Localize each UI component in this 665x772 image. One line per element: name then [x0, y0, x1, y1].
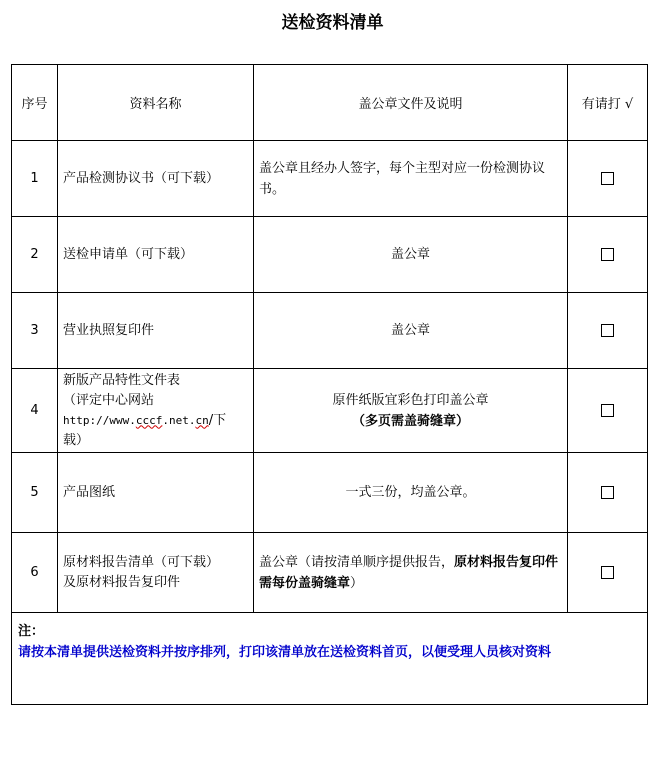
row-name: 送检申请单（可下载）	[58, 217, 254, 293]
row-desc: 一式三份，均盖公章。	[254, 453, 568, 533]
url-part: cccf	[135, 413, 163, 427]
row-num: 5	[12, 453, 58, 533]
header-name: 资料名称	[58, 65, 254, 141]
row-num: 3	[12, 293, 58, 369]
row-check-cell	[568, 533, 648, 613]
note-row	[12, 613, 648, 705]
checkbox[interactable]	[601, 404, 614, 417]
table-row	[12, 293, 648, 369]
url-part: cn	[195, 413, 209, 427]
row-num: 1	[12, 141, 58, 217]
header-check: 有请打 √	[568, 65, 648, 141]
row-name-line: （评定中心网站	[63, 392, 155, 408]
header-num: 序号	[12, 65, 58, 141]
url-part: http://www.	[63, 413, 136, 427]
table-row	[12, 453, 648, 533]
row-desc	[254, 369, 568, 453]
row-desc-line: （多页需盖骑缝章）	[351, 413, 469, 429]
checkbox[interactable]	[601, 248, 614, 261]
table-row	[12, 369, 648, 453]
checklist-table	[11, 64, 648, 705]
header-desc: 盖公章文件及说明	[254, 65, 568, 141]
row-desc	[254, 533, 568, 613]
url-part: /下	[208, 412, 227, 428]
row-check-cell	[568, 453, 648, 533]
page-title: 送检资料清单	[281, 13, 384, 33]
checkbox[interactable]	[601, 172, 614, 185]
row-desc-part: 盖公章（请按清单顺序提供报告，	[259, 554, 455, 570]
row-name	[58, 533, 254, 613]
row-name-line: 载）	[63, 432, 90, 448]
row-num: 2	[12, 217, 58, 293]
row-check-cell	[568, 217, 648, 293]
row-name-line: 原材料报告清单（可下载）	[63, 554, 220, 570]
note-cell	[12, 613, 648, 705]
checkbox[interactable]	[601, 324, 614, 337]
row-desc: 盖公章且经办人签字，每个主型对应一份检测协议书。	[254, 141, 568, 217]
row-desc: 盖公章	[254, 217, 568, 293]
row-name-line: 及原材料报告复印件	[63, 574, 181, 590]
table-header-row	[12, 65, 648, 141]
note-text: 请按本清单提供送检资料并按序排列，打印该清单放在送检资料首页，以便受理人员核对资料	[18, 645, 552, 660]
row-check-cell	[568, 141, 648, 217]
row-name: 营业执照复印件	[58, 293, 254, 369]
row-num: 4	[12, 369, 58, 453]
row-name-url-line	[63, 411, 248, 431]
url-part: .net.	[162, 413, 196, 427]
row-name-line: 新版产品特性文件表	[63, 372, 181, 388]
row-desc-part: ）	[350, 575, 364, 591]
row-check-cell	[568, 293, 648, 369]
checkbox[interactable]	[601, 486, 614, 499]
table-row	[12, 533, 648, 613]
checkbox[interactable]	[601, 566, 614, 579]
row-desc-part: 原材料报告复印件需每份盖骑缝章	[259, 554, 559, 591]
row-name: 产品图纸	[58, 453, 254, 533]
table-row	[12, 217, 648, 293]
row-name: 产品检测协议书（可下载）	[58, 141, 254, 217]
row-desc-line: 原件纸版宜彩色打印盖公章	[332, 392, 489, 408]
row-check-cell	[568, 369, 648, 453]
row-desc: 盖公章	[254, 293, 568, 369]
row-name	[58, 369, 254, 453]
row-num: 6	[12, 533, 58, 613]
note-label: 注：	[18, 624, 45, 639]
table-row	[12, 141, 648, 217]
